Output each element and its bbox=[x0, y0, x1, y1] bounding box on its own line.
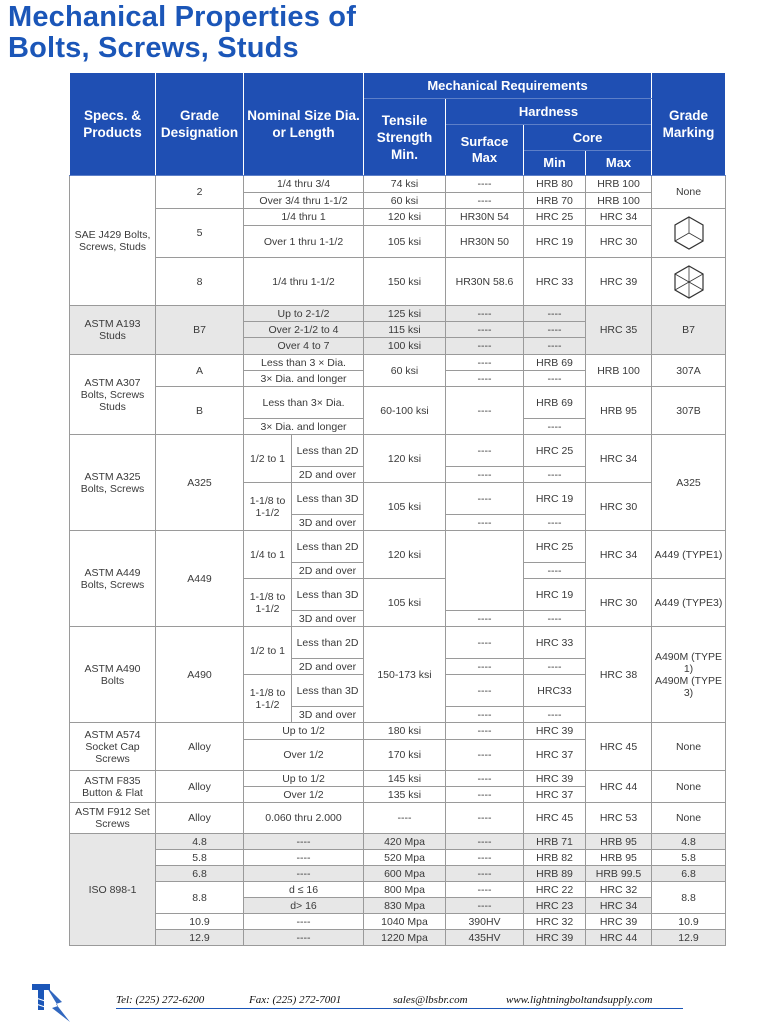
length-cell: 2D and over bbox=[292, 563, 364, 579]
core-max-cell: HRC 34 bbox=[586, 898, 652, 914]
core-max-cell: HRC 39 bbox=[586, 258, 652, 306]
core-max-cell: HRC 34 bbox=[586, 209, 652, 226]
core-max-cell: HRB 95 bbox=[586, 387, 652, 435]
marking-cell bbox=[652, 209, 726, 258]
size-cell: ---- bbox=[244, 866, 364, 882]
length-cell: 3D and over bbox=[292, 707, 364, 723]
header-core: Core bbox=[524, 125, 652, 151]
size-cell: ---- bbox=[244, 930, 364, 946]
marking-cell: None bbox=[652, 803, 726, 834]
properties-table bbox=[69, 72, 726, 946]
page-title bbox=[8, 2, 356, 64]
marking-cell: A325 bbox=[652, 435, 726, 531]
surface-cell bbox=[446, 531, 524, 611]
marking-cell: None bbox=[652, 771, 726, 803]
marking-cell: None bbox=[652, 723, 726, 771]
core-min-cell: ---- bbox=[524, 659, 586, 675]
core-max-cell: HRC 44 bbox=[586, 771, 652, 803]
core-min-cell: HRC 25 bbox=[524, 531, 586, 563]
size-cell: 3× Dia. and longer bbox=[244, 371, 364, 387]
length-cell: 2D and over bbox=[292, 467, 364, 483]
title-line-1: Mechanical Properties of bbox=[8, 1, 357, 33]
core-max-cell: HRC 32 bbox=[586, 882, 652, 898]
diameter-cell: 1-1/8 to 1-1/2 bbox=[244, 483, 292, 531]
length-cell: Less than 3D bbox=[292, 675, 364, 707]
grade-cell: 8 bbox=[156, 258, 244, 306]
tensile-cell: ---- bbox=[364, 803, 446, 834]
spec-a325: ASTM A325 Bolts, Screws bbox=[70, 435, 156, 531]
core-min-cell: HRC 25 bbox=[524, 435, 586, 467]
core-min-cell: ---- bbox=[524, 338, 586, 355]
core-min-cell: ---- bbox=[524, 419, 586, 435]
core-min-cell: HRC33 bbox=[524, 675, 586, 707]
surface-cell: ---- bbox=[446, 467, 524, 483]
marking-cell: 6.8 bbox=[652, 866, 726, 882]
header-grade: Grade Designation bbox=[156, 73, 244, 176]
marking-cell: B7 bbox=[652, 306, 726, 355]
diameter-cell: 1-1/8 to 1-1/2 bbox=[244, 579, 292, 627]
footer-fax: Fax: (225) 272-7001 bbox=[249, 994, 342, 1006]
core-max-cell: HRC 39 bbox=[586, 914, 652, 930]
surface-cell: ---- bbox=[446, 627, 524, 659]
grade-cell: A325 bbox=[156, 435, 244, 531]
surface-cell: ---- bbox=[446, 193, 524, 209]
size-cell: ---- bbox=[244, 914, 364, 930]
size-cell: Less than 3 × Dia. bbox=[244, 355, 364, 371]
surface-cell: ---- bbox=[446, 882, 524, 898]
spec-a449: ASTM A449 Bolts, Screws bbox=[70, 531, 156, 627]
surface-cell: ---- bbox=[446, 435, 524, 467]
grade-cell: A449 bbox=[156, 531, 244, 627]
marking-cell: 10.9 bbox=[652, 914, 726, 930]
footer-email[interactable]: sales@lbsbr.com bbox=[393, 994, 468, 1006]
core-min-cell: HRC 19 bbox=[524, 483, 586, 515]
surface-cell: ---- bbox=[446, 740, 524, 771]
length-cell: 2D and over bbox=[292, 659, 364, 675]
surface-cell: ---- bbox=[446, 176, 524, 193]
grade-cell: A bbox=[156, 355, 244, 387]
core-max-cell: HRC 38 bbox=[586, 627, 652, 723]
tensile-cell: 1040 Mpa bbox=[364, 914, 446, 930]
length-cell: Less than 2D bbox=[292, 627, 364, 659]
tensile-cell: 830 Mpa bbox=[364, 898, 446, 914]
core-min-cell: HRC 33 bbox=[524, 627, 586, 659]
surface-cell: ---- bbox=[446, 803, 524, 834]
surface-cell: ---- bbox=[446, 306, 524, 322]
surface-cell: ---- bbox=[446, 834, 524, 850]
header-tensile: Tensile Strength Min. bbox=[364, 99, 446, 176]
core-min-cell: HRB 70 bbox=[524, 193, 586, 209]
core-max-cell: HRB 95 bbox=[586, 850, 652, 866]
spec-a574: ASTM A574 Socket Cap Screws bbox=[70, 723, 156, 771]
surface-cell: ---- bbox=[446, 707, 524, 723]
core-min-cell: HRB 69 bbox=[524, 387, 586, 419]
surface-cell: ---- bbox=[446, 611, 524, 627]
size-cell: d ≤ 16 bbox=[244, 882, 364, 898]
grade-cell: Alloy bbox=[156, 723, 244, 771]
grade-cell: 12.9 bbox=[156, 930, 244, 946]
spec-a490: ASTM A490 Bolts bbox=[70, 627, 156, 723]
tensile-cell: 60-100 ksi bbox=[364, 387, 446, 435]
core-max-cell: HRC 30 bbox=[586, 483, 652, 531]
tensile-cell: 120 ksi bbox=[364, 435, 446, 483]
grade-cell: Alloy bbox=[156, 803, 244, 834]
size-cell: 1/4 thru 1 bbox=[244, 209, 364, 226]
core-max-cell: HRB 100 bbox=[586, 176, 652, 193]
tensile-cell: 60 ksi bbox=[364, 193, 446, 209]
core-max-cell: HRC 34 bbox=[586, 435, 652, 483]
size-cell: Less than 3× Dia. bbox=[244, 387, 364, 419]
grade-cell: B7 bbox=[156, 306, 244, 355]
surface-cell: ---- bbox=[446, 850, 524, 866]
size-cell: Over 3/4 thru 1-1/2 bbox=[244, 193, 364, 209]
grade-cell: 8.8 bbox=[156, 882, 244, 914]
tensile-cell: 170 ksi bbox=[364, 740, 446, 771]
grade-cell: Alloy bbox=[156, 771, 244, 803]
spec-a307: ASTM A307 Bolts, Screws Studs bbox=[70, 355, 156, 435]
core-min-cell: HRC 39 bbox=[524, 723, 586, 740]
header-hardness: Hardness bbox=[446, 99, 652, 125]
size-cell: Over 1/2 bbox=[244, 740, 364, 771]
core-min-cell: ---- bbox=[524, 515, 586, 531]
spec-sae: SAE J429 Bolts, Screws, Studs bbox=[70, 176, 156, 306]
core-min-cell: HRC 39 bbox=[524, 930, 586, 946]
core-max-cell: HRC 35 bbox=[586, 306, 652, 355]
core-min-cell: ---- bbox=[524, 467, 586, 483]
header-specs: Specs. & Products bbox=[70, 73, 156, 176]
header-surface: Surface Max bbox=[446, 125, 524, 176]
size-cell: d> 16 bbox=[244, 898, 364, 914]
length-cell: Less than 2D bbox=[292, 531, 364, 563]
surface-cell: ---- bbox=[446, 338, 524, 355]
core-min-cell: HRC 23 bbox=[524, 898, 586, 914]
size-cell: ---- bbox=[244, 834, 364, 850]
core-min-cell: ---- bbox=[524, 707, 586, 723]
surface-cell: ---- bbox=[446, 515, 524, 531]
grade-cell: A490 bbox=[156, 627, 244, 723]
size-cell: Over 4 to 7 bbox=[244, 338, 364, 355]
surface-cell: ---- bbox=[446, 659, 524, 675]
size-cell: 3× Dia. and longer bbox=[244, 419, 364, 435]
marking-cell: A490M (TYPE 3) bbox=[652, 675, 726, 723]
core-min-cell: ---- bbox=[524, 322, 586, 338]
surface-cell: ---- bbox=[446, 322, 524, 338]
core-min-cell: HRC 25 bbox=[524, 209, 586, 226]
core-max-cell: HRB 100 bbox=[586, 193, 652, 209]
marking-cell: A449 (TYPE1) bbox=[652, 531, 726, 579]
size-cell: 1/4 thru 3/4 bbox=[244, 176, 364, 193]
grade-8-hex-mark-icon bbox=[670, 263, 708, 301]
tensile-cell: 100 ksi bbox=[364, 338, 446, 355]
core-min-cell: HRC 22 bbox=[524, 882, 586, 898]
surface-cell: ---- bbox=[446, 723, 524, 740]
surface-cell: ---- bbox=[446, 483, 524, 515]
surface-cell: ---- bbox=[446, 771, 524, 787]
length-cell: Less than 3D bbox=[292, 483, 364, 515]
surface-cell: HR30N 54 bbox=[446, 209, 524, 226]
core-min-cell: HRB 69 bbox=[524, 355, 586, 371]
tensile-cell: 105 ksi bbox=[364, 483, 446, 531]
tensile-cell: 60 ksi bbox=[364, 355, 446, 387]
tensile-cell: 520 Mpa bbox=[364, 850, 446, 866]
core-min-cell: HRB 71 bbox=[524, 834, 586, 850]
surface-cell: ---- bbox=[446, 898, 524, 914]
marking-cell: None bbox=[652, 176, 726, 209]
header-marking: Grade Marking bbox=[652, 73, 726, 176]
marking-cell: 12.9 bbox=[652, 930, 726, 946]
tensile-cell: 105 ksi bbox=[364, 226, 446, 258]
diameter-cell: 1-1/8 to 1-1/2 bbox=[244, 675, 292, 723]
core-min-cell: HRC 39 bbox=[524, 771, 586, 787]
grade-5-hex-mark-icon bbox=[670, 214, 708, 252]
marking-cell: 5.8 bbox=[652, 850, 726, 866]
grade-cell: 4.8 bbox=[156, 834, 244, 850]
core-min-cell: HRC 33 bbox=[524, 258, 586, 306]
footer bbox=[0, 980, 768, 1024]
core-max-cell: HRB 99.5 bbox=[586, 866, 652, 882]
length-cell: Less than 3D bbox=[292, 579, 364, 611]
core-min-cell: HRB 80 bbox=[524, 176, 586, 193]
diameter-cell: 1/2 to 1 bbox=[244, 435, 292, 483]
footer-tel: Tel: (225) 272-6200 bbox=[116, 994, 205, 1006]
core-min-cell: HRC 37 bbox=[524, 740, 586, 771]
surface-cell: ---- bbox=[446, 355, 524, 371]
core-min-cell: HRC 37 bbox=[524, 787, 586, 803]
header-mech: Mechanical Requirements bbox=[364, 73, 652, 99]
tensile-cell: 120 ksi bbox=[364, 209, 446, 226]
surface-cell: 435HV bbox=[446, 930, 524, 946]
header-nominal: Nominal Size Dia. or Length bbox=[244, 73, 364, 176]
length-cell: Less than 2D bbox=[292, 435, 364, 467]
surface-cell: ---- bbox=[446, 371, 524, 387]
core-max-cell: HRB 100 bbox=[586, 355, 652, 387]
marking-cell: 307B bbox=[652, 387, 726, 435]
surface-cell: ---- bbox=[446, 787, 524, 803]
tensile-cell: 600 Mpa bbox=[364, 866, 446, 882]
grade-cell: 5 bbox=[156, 209, 244, 258]
size-cell: Over 2-1/2 to 4 bbox=[244, 322, 364, 338]
size-cell: Over 1/2 bbox=[244, 787, 364, 803]
core-min-cell: HRB 82 bbox=[524, 850, 586, 866]
core-max-cell: HRC 53 bbox=[586, 803, 652, 834]
core-min-cell: ---- bbox=[524, 371, 586, 387]
grade-cell: B bbox=[156, 387, 244, 435]
marking-cell bbox=[652, 258, 726, 306]
grade-cell: 10.9 bbox=[156, 914, 244, 930]
footer-website[interactable]: www.lightningboltandsupply.com bbox=[506, 994, 653, 1006]
core-min-cell: ---- bbox=[524, 563, 586, 579]
marking-cell: A449 (TYPE3) bbox=[652, 579, 726, 627]
tensile-cell: 125 ksi bbox=[364, 306, 446, 322]
core-max-cell: HRB 95 bbox=[586, 834, 652, 850]
length-cell: 3D and over bbox=[292, 611, 364, 627]
lightning-bolt-logo-icon bbox=[28, 980, 82, 1024]
core-min-cell: HRC 19 bbox=[524, 226, 586, 258]
core-max-cell: HRC 30 bbox=[586, 579, 652, 627]
surface-cell: 390HV bbox=[446, 914, 524, 930]
marking-cell: A490M (TYPE 1) bbox=[652, 627, 726, 675]
marking-cell: 8.8 bbox=[652, 882, 726, 914]
tensile-cell: 145 ksi bbox=[364, 771, 446, 787]
length-cell: 3D and over bbox=[292, 515, 364, 531]
core-max-cell: HRC 34 bbox=[586, 531, 652, 579]
tensile-cell: 420 Mpa bbox=[364, 834, 446, 850]
tensile-cell: 150-173 ksi bbox=[364, 627, 446, 723]
grade-cell: 2 bbox=[156, 176, 244, 209]
size-cell: ---- bbox=[244, 850, 364, 866]
size-cell: Up to 1/2 bbox=[244, 723, 364, 740]
core-max-cell: HRC 45 bbox=[586, 723, 652, 771]
grade-cell: 5.8 bbox=[156, 850, 244, 866]
tensile-cell: 800 Mpa bbox=[364, 882, 446, 898]
diameter-cell: 1/2 to 1 bbox=[244, 627, 292, 675]
surface-cell: ---- bbox=[446, 387, 524, 435]
tensile-cell: 120 ksi bbox=[364, 531, 446, 579]
core-min-cell: HRC 19 bbox=[524, 579, 586, 611]
tensile-cell: 115 ksi bbox=[364, 322, 446, 338]
marking-cell: 307A bbox=[652, 355, 726, 387]
surface-cell: ---- bbox=[446, 866, 524, 882]
tensile-cell: 1220 Mpa bbox=[364, 930, 446, 946]
header-min: Min bbox=[524, 151, 586, 176]
tensile-cell: 135 ksi bbox=[364, 787, 446, 803]
core-min-cell: HRB 89 bbox=[524, 866, 586, 882]
core-max-cell: HRC 30 bbox=[586, 226, 652, 258]
spec-f835: ASTM F835 Button & Flat bbox=[70, 771, 156, 803]
spec-a193: ASTM A193 Studs bbox=[70, 306, 156, 355]
footer-rule bbox=[116, 1008, 683, 1009]
surface-cell: HR30N 50 bbox=[446, 226, 524, 258]
core-min-cell: ---- bbox=[524, 306, 586, 322]
core-min-cell: HRC 45 bbox=[524, 803, 586, 834]
core-max-cell: HRC 44 bbox=[586, 930, 652, 946]
core-min-cell: HRC 32 bbox=[524, 914, 586, 930]
tensile-cell: 150 ksi bbox=[364, 258, 446, 306]
size-cell: 1/4 thru 1-1/2 bbox=[244, 258, 364, 306]
spec-iso: ISO 898-1 bbox=[70, 834, 156, 946]
marking-cell: 4.8 bbox=[652, 834, 726, 850]
diameter-cell: 1/4 to 1 bbox=[244, 531, 292, 579]
tensile-cell: 74 ksi bbox=[364, 176, 446, 193]
tensile-cell: 105 ksi bbox=[364, 579, 446, 627]
size-cell: Up to 2-1/2 bbox=[244, 306, 364, 322]
size-cell: Up to 1/2 bbox=[244, 771, 364, 787]
size-cell: 0.060 thru 2.000 bbox=[244, 803, 364, 834]
surface-cell: HR30N 58.6 bbox=[446, 258, 524, 306]
core-min-cell: ---- bbox=[524, 611, 586, 627]
size-cell: Over 1 thru 1-1/2 bbox=[244, 226, 364, 258]
header-max: Max bbox=[586, 151, 652, 176]
spec-f912: ASTM F912 Set Screws bbox=[70, 803, 156, 834]
grade-cell: 6.8 bbox=[156, 866, 244, 882]
surface-cell: ---- bbox=[446, 675, 524, 707]
title-line-2: Bolts, Screws, Studs bbox=[8, 32, 299, 64]
tensile-cell: 180 ksi bbox=[364, 723, 446, 740]
